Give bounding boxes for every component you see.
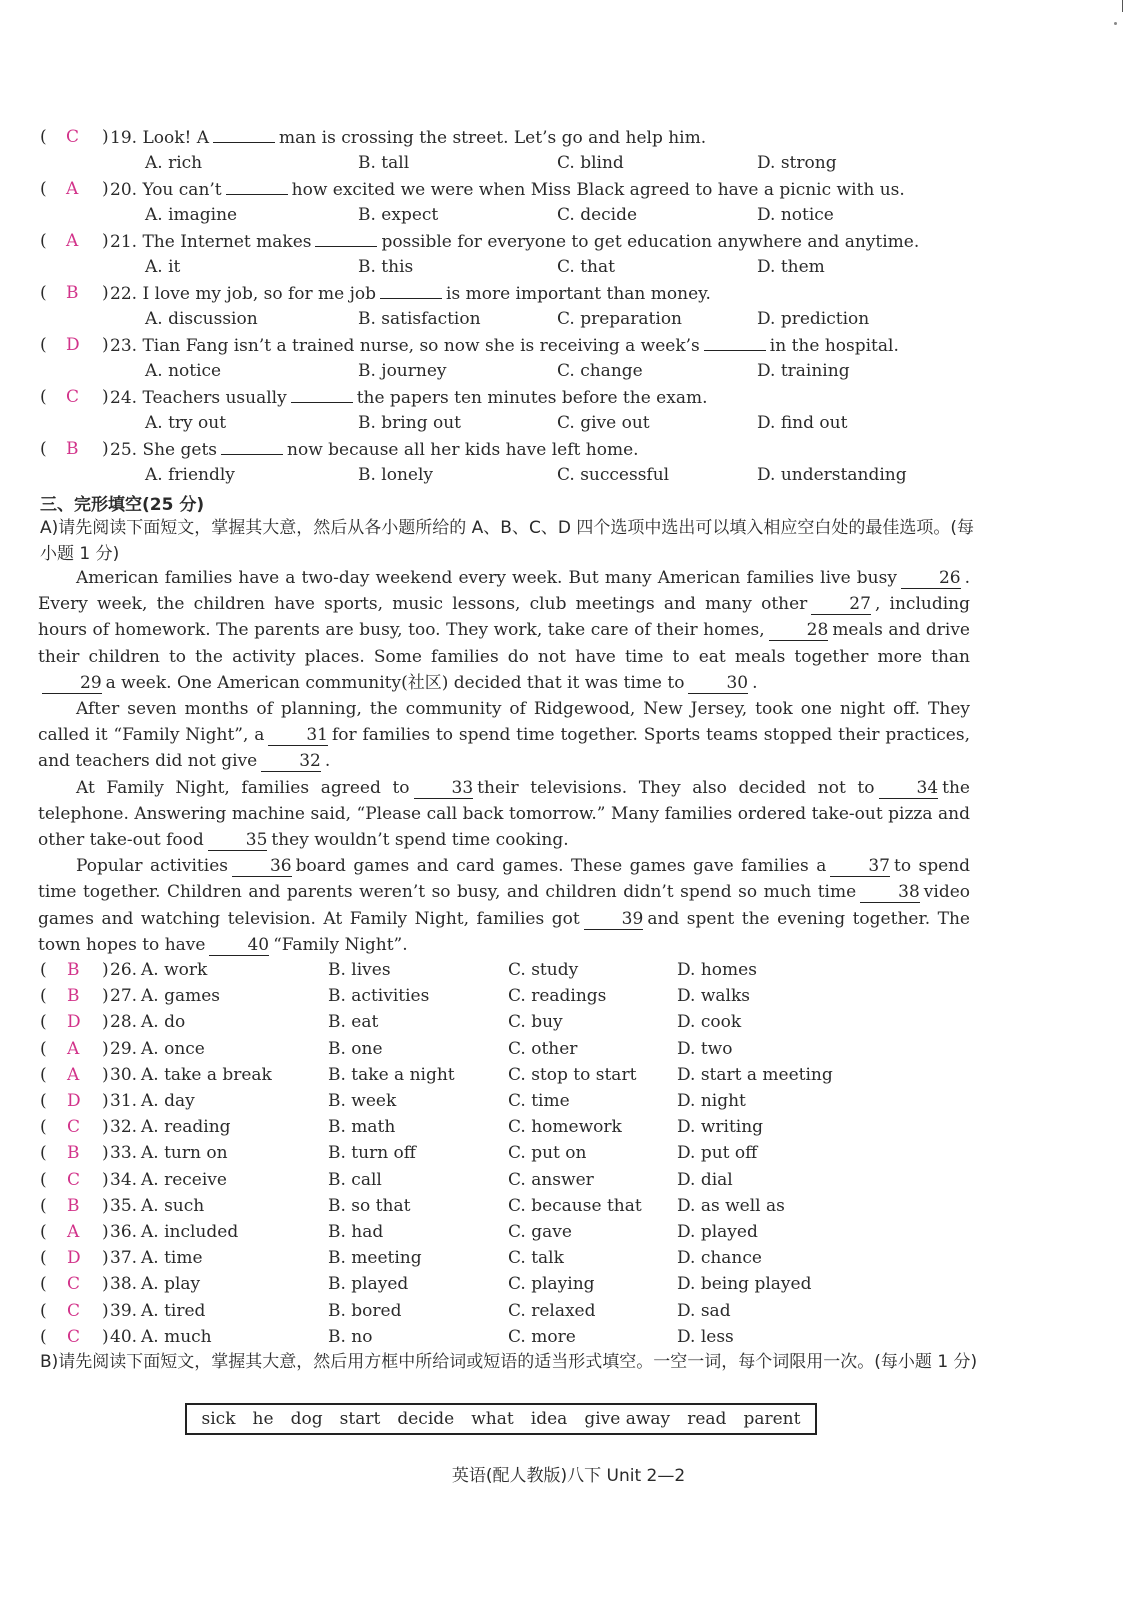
question-stem-row [40,124,1100,150]
answer-mark: B [67,1143,80,1164]
option-c: C. put on [508,1143,587,1164]
question-stem-row [40,280,1100,306]
question-number: 35. [110,1195,138,1216]
option-a: A. day [141,1091,195,1111]
option-c: C. playing [508,1274,595,1295]
passage-text: “Family Night”. [273,934,408,955]
word-box-item: parent [743,1409,801,1429]
answer-paren-close: ) [102,1091,109,1111]
passage-paragraph-4 [38,853,970,958]
word-box-item: decide [397,1409,455,1429]
answer-paren-close: ) [102,335,109,355]
cloze-question [40,1114,940,1140]
passage-text: . [324,751,331,772]
answer-paren-close: ) [102,1195,109,1216]
passage-text: meals and drive their children to the activity places. Some families do not have time to eat meals together more than [38,620,970,667]
passage-text: a week. One American community(社区) decided that it was time to [105,672,685,693]
page-footer: 英语(配人教版)八下 Unit 2—2 [451,1466,686,1486]
question-stem [110,384,707,411]
option-a: A. notice [145,361,222,381]
answer-paren-open: ( [40,127,47,147]
answer-paren-close: ) [102,960,109,980]
option-a: A. do [141,1012,186,1033]
cloze-blank-32: 32 [261,751,321,772]
cloze-blank-40: 40 [209,935,269,956]
question-text-before: Teachers usually [142,388,287,408]
answer-blank [704,332,766,351]
question-number: 32. [110,1117,138,1138]
cloze-blank-31: 31 [268,725,328,746]
option-d: D. them [757,257,825,277]
answer-mark: C [66,387,80,407]
question-item [40,436,1100,488]
question-options-row [40,358,1100,384]
question-number: 26. [110,960,138,980]
passage-text: their televisions. They also decided not to [477,777,875,798]
option-d: D. strong [757,153,837,173]
answer-paren-open: ( [40,1012,47,1033]
question-text-after: is more important than money. [446,284,711,304]
answer-paren-open: ( [40,179,47,199]
option-a: A. reading [141,1117,231,1138]
option-b: B. played [328,1274,409,1295]
answer-mark: C [67,1300,81,1321]
option-c: C. talk [508,1248,564,1269]
question-options-row [40,150,1100,176]
answer-paren-close: ) [102,127,109,147]
word-box-item: give away [584,1409,671,1429]
answer-mark: D [67,1091,81,1111]
option-c: C. because that [508,1195,642,1216]
option-c: C. time [508,1091,570,1111]
option-a: A. try out [145,413,227,433]
option-a: A. games [141,986,221,1007]
cloze-question [40,1193,940,1219]
question-text-before: She gets [142,440,218,460]
question-stem-row [40,436,1100,462]
answer-paren-open: ( [40,1117,47,1138]
option-d: D. notice [757,205,834,225]
option-d: D. understanding [757,465,907,485]
option-c: C. gave [508,1222,572,1242]
answer-paren-close: ) [102,1326,109,1347]
answer-mark: C [67,1274,81,1295]
option-c: C. relaxed [508,1300,596,1321]
cloze-blank-26: 26 [901,568,961,589]
question-number: 21. [110,232,143,252]
cloze-blank-38: 38 [860,882,920,903]
passage-text: Popular activities [76,856,228,877]
option-c: C. decide [557,205,638,225]
option-d: D. as well as [677,1195,785,1216]
word-box-item: what [471,1409,514,1429]
question-item [40,384,1100,436]
answer-paren-open: ( [40,387,47,407]
option-a: A. rich [145,153,203,173]
question-number: 20. [110,180,143,200]
answer-paren-close: ) [102,1012,109,1033]
option-b: B. no [328,1326,373,1347]
passage-text: video games and watching television. At Family Night, families got [38,882,970,929]
question-number: 28. [110,1012,138,1033]
question-number: 34. [110,1169,138,1190]
option-a: A. play [141,1274,201,1295]
question-stem [110,176,905,203]
question-number: 37. [110,1248,138,1269]
answer-mark: A [66,231,79,251]
option-d: D. walks [677,986,750,1007]
option-c: C. stop to start [508,1064,637,1085]
option-c: C. homework [508,1117,622,1138]
passage-paragraph-1 [38,565,970,696]
option-a: A. once [141,1038,205,1059]
option-a: A. it [145,257,181,277]
option-b: B. one [328,1038,383,1059]
passage-text: to spend time together. Children and parents weren’t so busy, and children didn’t spend so much time [38,856,970,903]
passage-text: At Family Night, families agreed to [76,777,410,798]
question-options-row [40,462,1100,488]
option-a: A. much [141,1326,212,1347]
word-box-item: start [339,1409,381,1429]
answer-mark: D [67,1248,81,1269]
crop-mark [1122,0,1123,12]
cloze-question [40,1088,940,1114]
question-text-before: You can’t [142,180,222,200]
word-box-item: sick [201,1409,236,1429]
option-a: A. friendly [145,465,235,485]
option-b: B. had [328,1222,384,1242]
option-c: C. study [508,960,579,980]
answer-mark: C [67,1169,81,1190]
option-a: A. receive [141,1169,227,1190]
question-options-row [40,202,1100,228]
answer-paren-open: ( [40,1169,47,1190]
instruction-a: A)请先阅读下面短文，掌握其大意，然后从各小题所给的 A、B、C、D 四个选项中选出可以填入相应空白处的最佳选项。(每小题 1 分) [40,518,974,564]
option-d: D. two [677,1038,733,1059]
answer-paren-close: ) [102,986,109,1007]
option-a: A. such [141,1195,205,1216]
option-c: C. preparation [557,309,683,329]
answer-paren-close: ) [102,1300,109,1321]
question-item [40,124,1100,176]
question-text-before: Look! A [142,128,210,148]
passage-text: . Every week, the children have sports, music lessons, club meetings and many other [38,568,970,615]
answer-paren-open: ( [40,1300,47,1321]
answer-mark: D [66,335,80,355]
answer-paren-open: ( [40,1091,47,1111]
passage-text: American families have a two-day weekend every week. But many American families live busy [76,568,897,588]
cloze-question [40,1036,940,1062]
option-c: C. give out [557,413,650,433]
cloze-question [40,1324,940,1350]
question-text-after: possible for everyone to get education anywhere and anytime. [381,232,920,252]
answer-paren-close: ) [102,1064,109,1085]
question-number: 25. [110,440,143,460]
question-number: 31. [110,1091,138,1111]
option-b: B. call [328,1169,382,1190]
answer-mark: C [67,1117,81,1138]
passage-text: After seven months of planning, the community of Ridgewood, New Jersey, took one night off. They called it “Family Night”, a [38,699,970,746]
question-stem-row [40,228,1100,254]
answer-paren-open: ( [40,335,47,355]
cloze-blank-27: 27 [811,594,871,615]
cloze-blank-39: 39 [584,909,644,930]
question-number: 38. [110,1274,138,1295]
question-item [40,176,1100,228]
question-options-row [40,410,1100,436]
option-d: D. sad [677,1300,731,1321]
word-box-item: he [252,1409,274,1429]
question-options-row [40,254,1100,280]
option-b: B. eat [328,1012,379,1033]
answer-paren-close: ) [102,179,109,199]
answer-paren-close: ) [102,231,109,251]
cloze-question [40,1009,940,1035]
answer-mark: B [66,439,79,459]
word-box-item: dog [290,1409,323,1429]
cloze-question [40,957,940,983]
cloze-question [40,1271,940,1297]
option-c: C. more [508,1326,576,1347]
option-d: D. chance [677,1248,762,1269]
answer-paren-close: ) [102,387,109,407]
passage-text: they wouldn’t spend time cooking. [271,830,569,851]
question-stem [110,280,711,307]
answer-blank [380,280,442,299]
cloze-blank-29: 29 [42,673,102,694]
answer-paren-open: ( [40,1248,47,1269]
question-options-row [40,306,1100,332]
question-number: 24. [110,388,143,408]
question-item [40,332,1100,384]
question-text-before: I love my job, so for me job [142,284,377,304]
answer-paren-close: ) [102,439,109,459]
answer-paren-close: ) [102,1274,109,1295]
answer-paren-open: ( [40,1064,47,1085]
answer-paren-close: ) [102,1143,109,1164]
answer-paren-close: ) [102,1222,109,1242]
option-c: C. other [508,1038,578,1059]
cloze-blank-35: 35 [208,830,268,851]
question-stem [110,124,706,151]
cloze-passage [38,565,970,958]
answer-mark: A [67,1222,80,1242]
answer-mark: B [66,283,79,303]
cloze-blank-33: 33 [414,778,474,799]
option-b: B. lonely [358,465,434,485]
answer-paren-close: ) [102,1117,109,1138]
answer-paren-open: ( [40,960,47,980]
answer-mark: C [66,127,80,147]
word-box-item: idea [530,1409,568,1429]
answer-blank [315,228,377,247]
option-d: D. start a meeting [677,1064,833,1085]
answer-paren-close: ) [102,283,109,303]
answer-mark: A [66,179,79,199]
passage-paragraph-3 [38,775,970,854]
passage-text: , including hours of homework. The parents are busy, too. They work, take care of their homes, [38,594,970,641]
option-d: D. training [757,361,850,381]
option-b: B. journey [358,361,447,381]
option-b: B. meeting [328,1248,422,1269]
word-box [185,1403,817,1435]
instruction-b: B)请先阅读下面短文，掌握其大意，然后用方框中所给词或短语的适当形式填空。一空一词，每个词限用一次。(每小题 1 分) [40,1352,978,1372]
option-a: A. time [141,1248,203,1269]
answer-paren-close: ) [102,1038,109,1059]
answer-mark: C [67,1326,81,1347]
option-b: B. this [358,257,414,277]
question-text-after: man is crossing the street. Let’s go and help him. [279,128,707,148]
answer-mark: A [67,1064,80,1085]
question-number: 29. [110,1038,138,1059]
option-b: B. lives [328,960,391,980]
option-a: A. included [141,1222,239,1242]
answer-mark: A [67,1038,80,1059]
passage-paragraph-2 [38,696,970,775]
option-d: D. prediction [757,309,870,329]
option-b: B. math [328,1117,396,1138]
question-number: 36. [110,1222,138,1242]
option-c: C. that [557,257,615,277]
passage-text: for families to spend time together. Sports teams stopped their practices, and teachers did not give [38,725,970,772]
question-number: 40. [110,1326,138,1347]
answer-mark: D [67,1012,81,1033]
option-a: A. work [141,960,208,980]
option-c: C. successful [557,465,670,485]
answer-paren-open: ( [40,1222,47,1242]
answer-mark: B [67,1195,80,1216]
option-c: C. readings [508,986,607,1007]
option-d: D. find out [757,413,848,433]
option-d: D. being played [677,1274,812,1295]
question-text-before: Tian Fang isn’t a trained nurse, so now she is receiving a week’s [142,336,700,356]
question-stem-row [40,176,1100,202]
question-number: 33. [110,1143,138,1164]
question-stem [110,436,639,463]
question-number: 23. [110,336,143,356]
option-a: A. discussion [145,309,258,329]
question-number: 30. [110,1064,138,1085]
question-text-after: in the hospital. [769,336,899,356]
question-number: 22. [110,284,143,304]
option-b: B. expect [358,205,439,225]
answer-paren-open: ( [40,1143,47,1164]
cloze-question [40,1219,940,1245]
option-a: A. take a break [141,1064,272,1085]
passage-text: . [752,672,758,693]
question-number: 27. [110,986,138,1007]
answer-paren-open: ( [40,986,47,1007]
answer-paren-open: ( [40,1326,47,1347]
question-stem-row [40,332,1100,358]
option-b: B. bored [328,1300,402,1321]
cloze-question [40,1245,940,1271]
option-b: B. so that [328,1195,411,1216]
question-stem-row [40,384,1100,410]
answer-blank [226,176,288,195]
option-b: B. week [328,1091,397,1111]
cloze-blank-30: 30 [688,673,748,694]
option-a: A. imagine [145,205,238,225]
cloze-question [40,983,940,1009]
cloze-question [40,1062,940,1088]
answer-paren-open: ( [40,231,47,251]
question-number: 19. [110,128,143,148]
answer-blank [221,436,283,455]
passage-text: and spent the evening together. The town hopes to have [38,908,970,955]
crop-dot [1114,22,1117,25]
passage-text: the telephone. Answering machine said, “Please call back tomorrow.” Many families ordered take-out pizza and other take-out food [38,777,970,851]
question-text-after: the papers ten minutes before the exam. [356,388,708,408]
option-a: A. turn on [141,1143,228,1164]
option-d: D. put off [677,1143,758,1164]
question-stem [110,228,919,255]
answer-paren-open: ( [40,1195,47,1216]
option-c: C. answer [508,1169,594,1190]
word-box-item: read [687,1409,727,1429]
answer-mark: B [67,986,80,1007]
answer-paren-open: ( [40,1274,47,1295]
cloze-blank-34: 34 [879,778,939,799]
section-title: 三、完形填空(25 分) [40,495,205,515]
option-d: D. night [677,1091,746,1111]
option-d: D. less [677,1326,734,1347]
option-c: C. buy [508,1012,563,1033]
option-b: B. satisfaction [358,309,481,329]
option-b: B. tall [358,153,410,173]
answer-paren-close: ) [102,1169,109,1190]
cloze-question [40,1167,940,1193]
option-d: D. dial [677,1169,733,1190]
cloze-blank-36: 36 [232,856,292,877]
option-d: D. writing [677,1117,764,1138]
cloze-blank-37: 37 [830,856,890,877]
question-stem [110,332,899,359]
answer-paren-close: ) [102,1248,109,1269]
question-item [40,228,1100,280]
question-item [40,280,1100,332]
answer-blank [291,384,353,403]
answer-paren-open: ( [40,1038,47,1059]
question-number: 39. [110,1300,138,1321]
option-c: C. change [557,361,643,381]
option-d: D. homes [677,960,757,980]
answer-paren-open: ( [40,283,47,303]
option-b: B. turn off [328,1143,416,1164]
cloze-question [40,1298,940,1324]
option-a: A. tired [141,1300,206,1321]
answer-paren-open: ( [40,439,47,459]
cloze-blank-28: 28 [769,620,829,641]
option-b: B. bring out [358,413,461,433]
option-d: D. played [677,1222,758,1242]
option-b: B. take a night [328,1064,455,1085]
question-text-before: The Internet makes [142,232,312,252]
passage-text: board games and card games. These games gave families a [295,856,827,877]
answer-blank [213,124,275,143]
question-text-after: how excited we were when Miss Black agreed to have a picnic with us. [291,180,905,200]
option-b: B. activities [328,986,430,1007]
cloze-question [40,1140,940,1166]
option-d: D. cook [677,1012,742,1033]
question-text-after: now because all her kids have left home. [287,440,639,460]
answer-mark: B [67,960,80,980]
option-c: C. blind [557,153,624,173]
